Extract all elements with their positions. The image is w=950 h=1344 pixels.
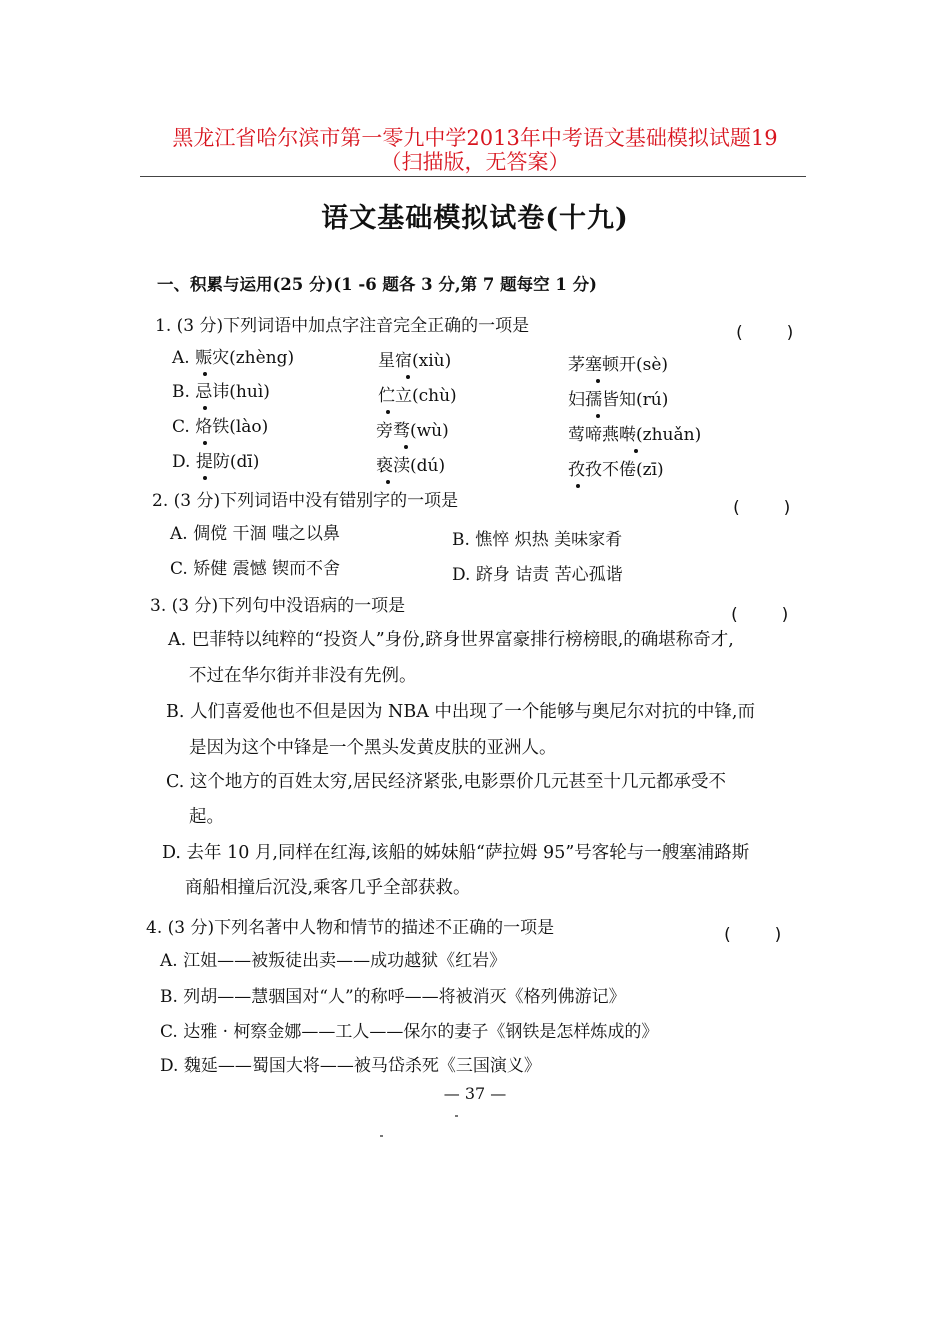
q1-option-d1: D. 提防(dī) [172, 452, 260, 472]
q2-option-b: B. 憔悴 炽热 美味家肴 [452, 530, 623, 550]
q1-option-c3: 莺啼燕啭(zhuǎn) [568, 425, 702, 445]
q1-option-d3: 孜孜不倦(zī) [568, 460, 664, 480]
q4-option-d: D. 魏延——蜀国大将——被马岱杀死《三国演义》 [160, 1056, 541, 1076]
q3-option-d-line2: 商船相撞后沉没,乘客几乎全部获救。 [185, 878, 471, 898]
q4-option-a: A. 江姐——被叛徒出卖——成功越狱《红岩》 [160, 951, 507, 971]
q3-option-b-line1: B. 人们喜爱他也不但是因为 NBA 中出现了一个能够与奥尼尔对抗的中锋,而 [166, 702, 755, 722]
emphasis-dot [203, 441, 207, 445]
q1-option-a2: 星宿(xiù) [378, 351, 452, 371]
q3-option-b-line2: 是因为这个中锋是一个黑头发黄皮肤的亚洲人。 [189, 738, 557, 758]
q2-stem: 2. (3 分)下列词语中没有错别字的一项是 [152, 491, 459, 511]
q4-option-b: B. 列胡——慧骃国对“人”的称呼——将被消灭《格列佛游记》 [160, 987, 626, 1007]
emphasis-dot [386, 410, 390, 414]
q3-option-c-line2: 起。 [189, 807, 224, 827]
q3-option-a-line2: 不过在华尔街并非没有先例。 [189, 666, 417, 686]
q1-option-a3: 茅塞顿开(sè) [568, 355, 669, 375]
q2-option-a: A. 倜傥 干涸 嗤之以鼻 [170, 524, 340, 544]
paper-title: 语文基础模拟试卷(十九) [321, 203, 629, 234]
q4-stem: 4. (3 分)下列名著中人物和情节的描述不正确的一项是 [146, 918, 555, 938]
emphasis-dot [203, 476, 207, 480]
q3-stem: 3. (3 分)下列句中没语病的一项是 [150, 596, 406, 616]
q3-option-d-line1: D. 去年 10 月,同样在红海,该船的姊妹船“萨拉姆 95”号客轮与一艘塞浦路斯 [162, 843, 750, 863]
q1-answer-blank: ( ) [734, 323, 796, 343]
q2-option-d: D. 跻身 诘责 苦心孤谐 [452, 565, 623, 585]
q1-stem: 1. (3 分)下列词语中加点字注音完全正确的一项是 [155, 316, 530, 336]
q4-option-c: C. 达雅 · 柯察金娜——工人——保尔的妻子《钢铁是怎样炼成的》 [160, 1022, 659, 1042]
scan-speck [455, 1115, 458, 1117]
section-heading: 一、积累与运用(25 分)(1 -6 题各 3 分,第 7 题每空 1 分) [157, 275, 597, 294]
q1-option-b2: 伫立(chù) [378, 386, 457, 406]
q4-answer-blank: ( ) [722, 925, 784, 945]
emphasis-dot [203, 406, 207, 410]
q3-option-a-line1: A. 巴菲特以纯粹的“投资人”身份,跻身世界富豪排行榜榜眼,的确堪称奇才, [168, 630, 734, 650]
q1-option-b1: B. 忌讳(huì) [172, 382, 270, 402]
header-divider [140, 176, 806, 177]
q2-answer-blank: ( ) [731, 498, 793, 518]
document-subtitle: （扫描版，无答案） [380, 150, 570, 174]
emphasis-dot [634, 449, 638, 453]
q2-option-c: C. 矫健 震憾 锲而不舍 [170, 559, 341, 579]
q1-option-c2: 旁骛(wù) [376, 421, 449, 441]
q1-option-d2: 亵渎(dú) [376, 456, 446, 476]
q1-option-a1: A. 赈灾(zhèng) [172, 348, 295, 368]
emphasis-dot [386, 480, 390, 484]
emphasis-dot [406, 375, 410, 379]
q1-option-c1: C. 烙铁(lào) [172, 417, 269, 437]
emphasis-dot [596, 414, 600, 418]
document-title: 黑龙江省哈尔滨市第一零九中学2013年中考语文基础模拟试题19 [172, 126, 778, 150]
scan-speck [380, 1135, 383, 1137]
emphasis-dot [203, 372, 207, 376]
emphasis-dot [596, 379, 600, 383]
emphasis-dot [404, 445, 408, 449]
emphasis-dot [576, 484, 580, 488]
page-number: — 37 — [443, 1084, 507, 1103]
q3-option-c-line1: C. 这个地方的百姓太穷,居民经济紧张,电影票价几元甚至十几元都承受不 [166, 772, 727, 792]
q3-answer-blank: ( ) [729, 605, 791, 625]
q1-option-b3: 妇孺皆知(rú) [568, 390, 669, 410]
